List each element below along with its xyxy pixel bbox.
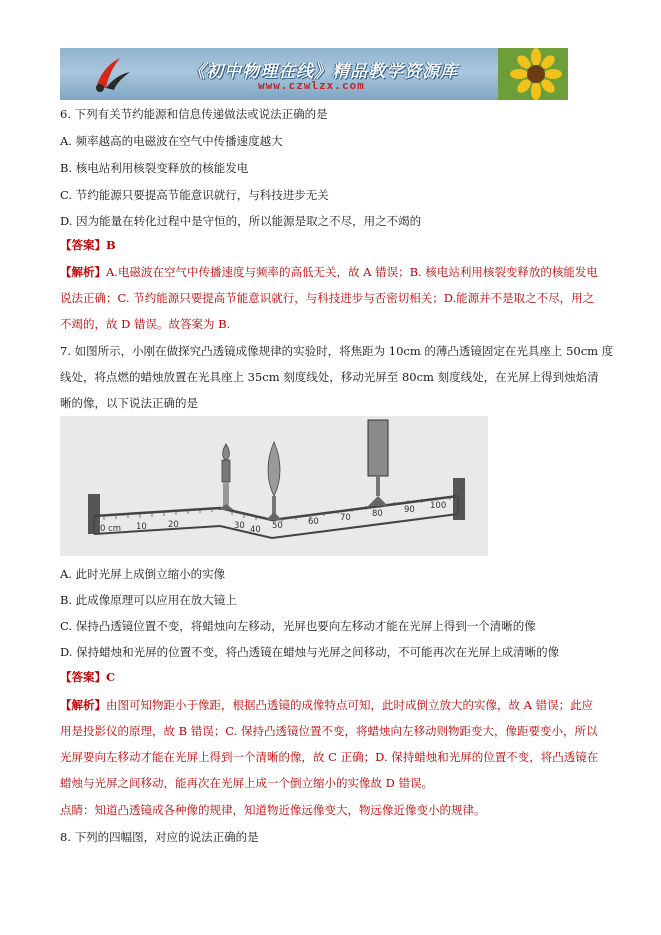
ruler-label-40: 40 (250, 525, 261, 535)
question-7-stem-line-2: 线处，将点燃的蜡烛放置在光具座上 35cm 刻度线处，移动光屏至 80cm 刻度线处，在光屏上得到烛焰清 (60, 370, 599, 384)
question-7-option-d: D. 保持蜡烛和光屏的位置不变，将凸透镜在蜡烛与光屏之间移动，不可能再次在光屏上成清晰的像 (60, 645, 560, 659)
question-6-option-c: C. 节约能源只要提高节能意识就行，与科技进步无关 (60, 188, 329, 202)
question-7-analysis-line-2: 用是投影仪的原理，故 B 错误；C. 保持凸透镜位置不变，将蜡烛向左移动则物距变大，像距要变小，所以 (60, 724, 598, 738)
ruler-label-70: 70 (340, 513, 351, 523)
question-7-tip: 点睛：知道凸透镜成各种像的规律，知道物近像远像变大，物远像近像变小的规律。 (60, 803, 486, 817)
question-7-option-a: A. 此时光屏上成倒立缩小的实像 (60, 567, 226, 581)
question-6-option-b: B. 核电站利用核裂变释放的核能发电 (60, 161, 249, 175)
answer-value: C (106, 670, 116, 684)
header-banner (60, 48, 568, 100)
question-7-option-b: B. 此成像原理可以应用在放大镜上 (60, 593, 237, 607)
ruler-label-60: 60 (308, 517, 319, 527)
question-7-stem-line-1: 7. 如图所示，小刚在做探究凸透镜成像规律的实验时，将焦距为 10cm 的薄凸透镜固定在光具座上 50cm 度 (60, 344, 614, 358)
ruler-label-80: 80 (372, 509, 383, 519)
question-6-analysis-line-3: 不竭的，故 D 错误。故答案为 B. (60, 317, 231, 331)
question-6-option-d: D. 因为能量在转化过程中是守恒的，所以能源是取之不尽，用之不竭的 (60, 214, 422, 228)
optical-bench-drawing (60, 416, 488, 556)
question-6-option-a: A. 频率越高的电磁波在空气中传播速度越大 (60, 134, 283, 148)
ruler-label-90: 90 (404, 505, 415, 515)
analysis-text: 由图可知物距小于像距，根据凸透镜的成像特点可知，此时成倒立放大的实像，故 A 错误；此应 (106, 698, 594, 712)
ruler-label-100: 100 (430, 501, 447, 511)
sunflower-icon (498, 48, 568, 100)
analysis-text: A.电磁波在空气中传播速度与频率的高低无关，故 A 错误；B. 核电站利用核裂变释放的核能发电 (106, 265, 598, 279)
answer-value: B (106, 238, 116, 252)
candle-icon (218, 444, 234, 510)
optical-bench-figure (60, 416, 488, 556)
convex-lens-icon (266, 442, 282, 520)
question-7-analysis-line-1 (60, 697, 593, 713)
question-6-analysis-line-2: 说法正确；C. 节约能源只要提高节能意识就行，与科技进步与否密切相关；D.能源并不是取之不尽，用之 (60, 291, 595, 305)
ruler-label-10: 10 (136, 522, 147, 532)
question-6-stem: 6. 下列有关节约能源和信息传递做法或说法正确的是 (60, 107, 328, 121)
ruler-label-50: 50 (272, 521, 283, 531)
analysis-tag: 【解析】 (60, 265, 106, 279)
question-7-analysis-line-3: 光屏要向左移动才能在光屏上得到一个清晰的像，故 C 正确；D. 保持蜡烛和光屏的位置不变，将凸透镜在 (60, 750, 599, 764)
banner-title: 《初中物理在线》精品教学资源库 (188, 62, 458, 82)
question-7-stem-line-3: 晰的像，以下说法正确的是 (60, 396, 198, 410)
question-7-analysis-line-4: 蜡烛与光屏之间移动，能再次在光屏上成一个倒立缩小的实像故 D 错误。 (60, 776, 434, 790)
answer-tag: 【答案】 (60, 670, 106, 684)
ruler-label-30: 30 (234, 521, 245, 531)
question-6-answer (60, 237, 116, 253)
ruler-label-0: 0 cm (100, 524, 122, 534)
answer-tag: 【答案】 (60, 238, 106, 252)
question-8-stem: 8. 下列的四幅图，对应的说法正确的是 (60, 830, 259, 844)
question-7-answer (60, 669, 115, 685)
light-screen-icon (368, 420, 388, 506)
banner-url: www.czwlzx.com (258, 79, 365, 92)
analysis-tag: 【解析】 (60, 698, 106, 712)
question-7-option-c: C. 保持凸透镜位置不变，将蜡烛向左移动，光屏也要向左移动才能在光屏上得到一个清晰的像 (60, 619, 536, 633)
ruler-label-20: 20 (168, 520, 179, 530)
question-6-analysis-line-1 (60, 264, 598, 280)
logo-icon (90, 54, 134, 94)
